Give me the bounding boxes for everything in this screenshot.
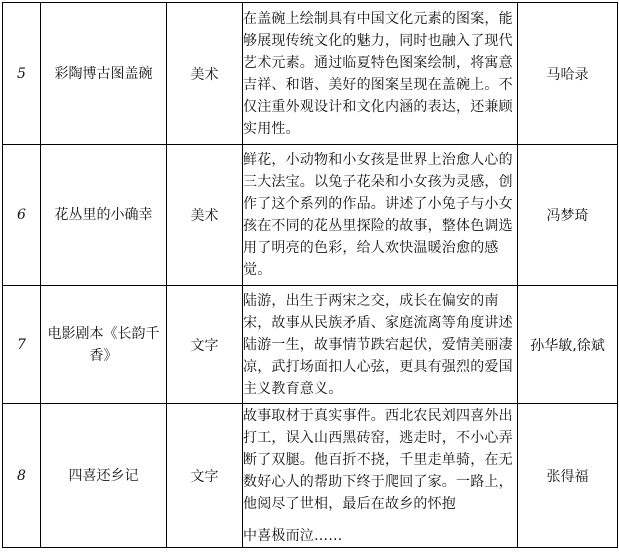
work-description: 在盖碗上绘制具有中国文化元素的图案，能够展现传统文化的魅力，同时也融入了现代艺术元素。通过临夏特色图案绘制，将寓意吉祥、和谐、美好的图案呈现在盖碗上。不仅注重外观设计和文化内涵的表达，还兼顾实用性。 — [243, 3, 518, 145]
work-category: 文字 — [167, 404, 243, 548]
work-author: 冯梦琦 — [518, 145, 618, 286]
work-description: 鲜花，小动物和小女孩是世界上治愈人心的三大法宝。以兔子花朵和小女孩为灵感，创作了这个系列的作品。讲述了小兔子与小女孩在不同的花丛里探险的故事，整体色调选用了明亮的色彩，给人欢快温暖治愈的感觉。 — [243, 145, 518, 286]
work-category: 美术 — [167, 3, 243, 145]
row-number: 5 — [3, 3, 41, 145]
work-description-tail: 中喜极而泣…… — [243, 527, 343, 544]
work-description-cell — [243, 404, 518, 548]
table-row — [3, 286, 618, 404]
row-number: 7 — [3, 286, 41, 404]
work-title: 电影剧本《长韵千香》 — [41, 286, 167, 404]
row-number: 8 — [3, 404, 41, 548]
work-author: 马哈录 — [518, 3, 618, 145]
row-number: 6 — [3, 145, 41, 286]
work-title: 彩陶博古图盖碗 — [41, 3, 167, 145]
work-author: 张得福 — [518, 404, 618, 548]
table-row — [3, 3, 618, 145]
work-title: 花丛里的小确幸 — [41, 145, 167, 286]
work-description: 故事取材于真实事件。西北农民刘四喜外出打工，误入山西黑砖窑，逃走时，不小心弄断了双腿。他百折不挠，千里走单骑，在无数好心人的帮助下终于爬回了家。一路上，他阅尽了世相，最后在故乡的怀抱 — [243, 407, 513, 512]
table-row — [3, 404, 618, 548]
work-category: 文字 — [167, 286, 243, 404]
work-category: 美术 — [167, 145, 243, 286]
work-author: 孙华敏,徐斌 — [518, 286, 618, 404]
work-title: 四喜还乡记 — [41, 404, 167, 548]
work-description: 陆游，出生于两宋之交，成长在偏安的南宋，故事从民族矛盾、家庭流离等角度讲述陆游一生，故事情节跌宕起伏，爱情美丽凄凉，武打场面扣人心弦，更具有强烈的爱国主义教育意义。 — [243, 286, 518, 404]
table-row — [3, 145, 618, 286]
works-table — [2, 2, 618, 548]
